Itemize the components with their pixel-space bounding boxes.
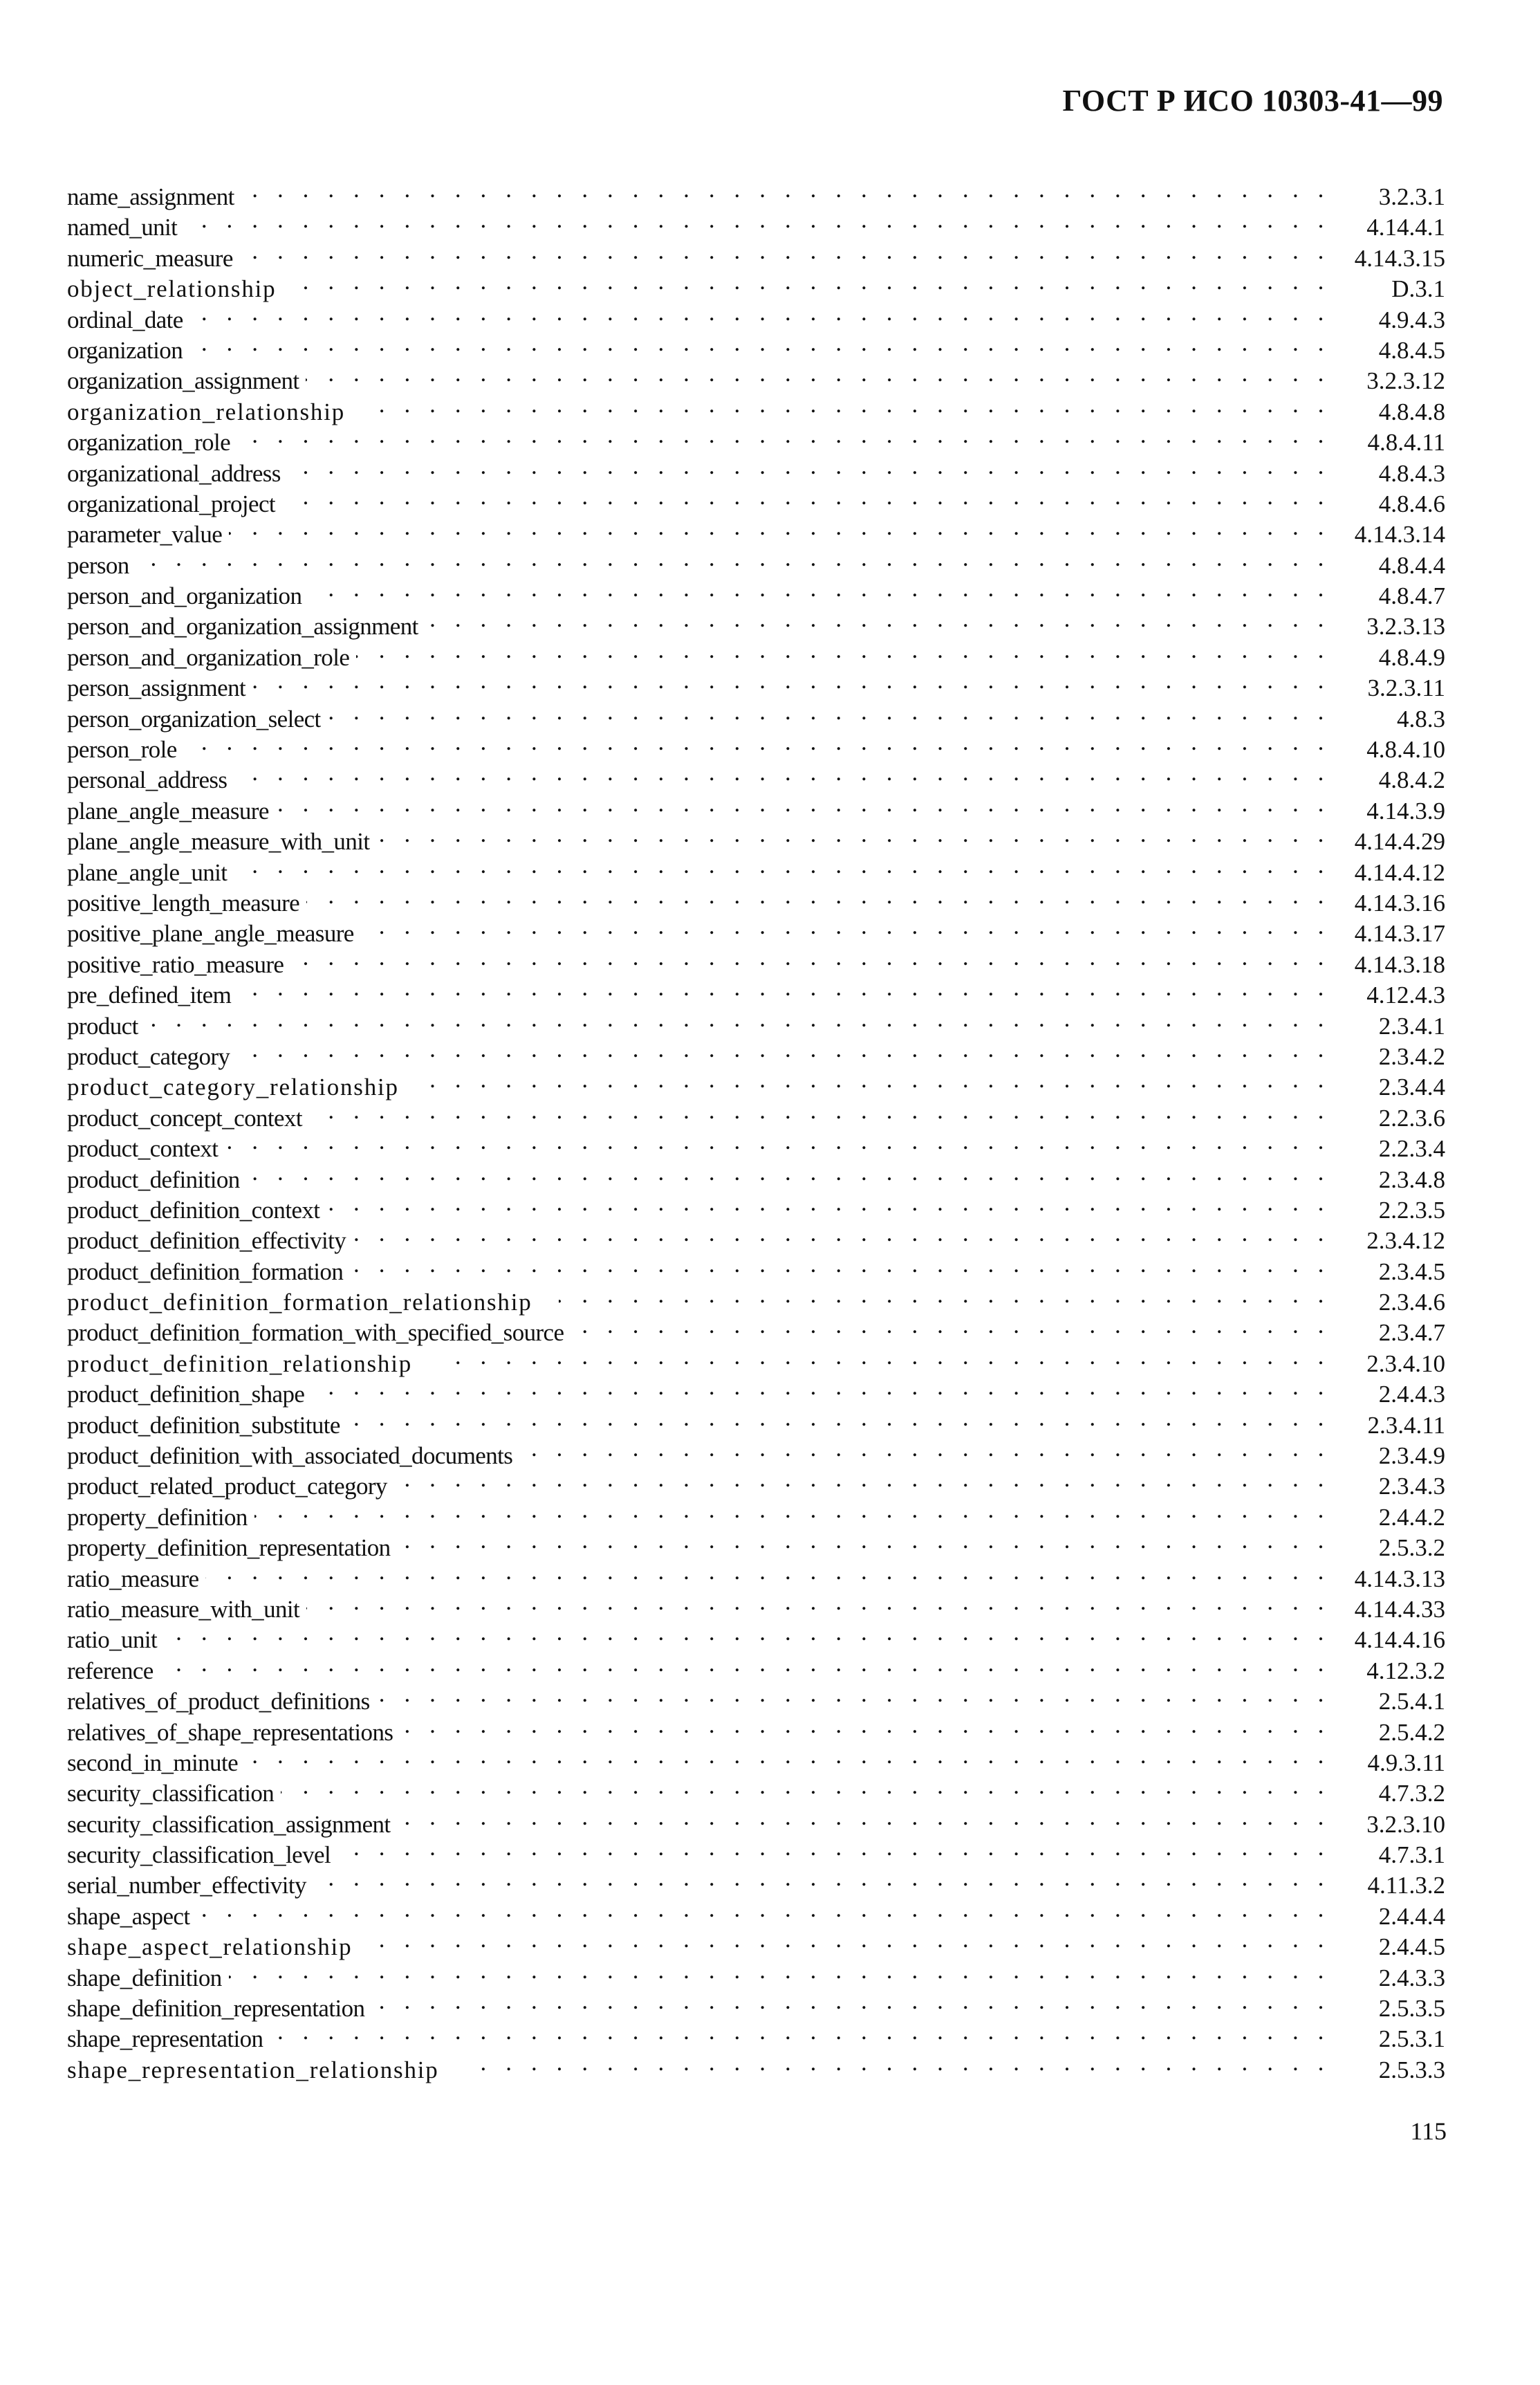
index-entry (67, 1495, 1445, 1531)
section-reference: 2.4.4.3 (1378, 1381, 1445, 1408)
section-reference: 4.8.4.9 (1378, 643, 1445, 671)
section-reference: 2.5.4.2 (1378, 1718, 1445, 1746)
index-entry (67, 451, 1445, 487)
dot-leader (236, 1034, 1330, 1065)
index-entry (67, 1617, 1445, 1654)
dot-leader (270, 2016, 1330, 2047)
section-reference: 2.3.4.1 (1378, 1012, 1445, 1040)
dot-leader (313, 1863, 1330, 1893)
index-term: organization_relationship (67, 398, 346, 425)
dot-leader (398, 1525, 1331, 1556)
section-reference: 4.9.4.3 (1378, 306, 1445, 333)
index-entry (67, 881, 1445, 917)
index-term: ordinal_date (67, 306, 183, 333)
dot-leader (302, 266, 1330, 297)
index-entry (67, 1556, 1445, 1592)
section-reference: 2.5.3.1 (1378, 2025, 1445, 2053)
dot-leader (229, 512, 1330, 542)
index-term: shape_representation (67, 2025, 263, 2053)
document-header: ГОСТ Р ИСО 10303-41—99 (1062, 84, 1443, 118)
index-term: object_relationship (67, 275, 277, 303)
index-entry (67, 697, 1445, 733)
index-term: product_category (67, 1042, 230, 1070)
dot-leader (326, 1188, 1330, 1218)
dot-leader (184, 727, 1330, 757)
index-term: product_definition_relationship (67, 1350, 413, 1377)
dot-leader (245, 1740, 1330, 1771)
index-entry (67, 1679, 1445, 1715)
dot-leader (378, 1924, 1330, 1955)
index-list (67, 174, 1445, 2083)
dot-leader (371, 389, 1330, 420)
section-reference: 2.3.4.6 (1378, 1289, 1445, 1316)
index-entry (67, 1065, 1445, 1101)
dot-leader (241, 174, 1330, 205)
index-term: ratio_measure (67, 1565, 199, 1592)
dot-leader (240, 236, 1330, 266)
dot-leader (377, 1679, 1330, 1709)
section-reference: 3.2.3.13 (1366, 613, 1445, 641)
index-entry (67, 757, 1445, 794)
index-term: plane_angle_unit (67, 858, 228, 886)
dot-leader (306, 881, 1330, 911)
index-entry (67, 1188, 1445, 1224)
dot-leader (145, 1004, 1330, 1034)
dot-leader (356, 635, 1330, 665)
index-term: product_definition_context (67, 1196, 320, 1224)
index-term: relatives_of_shape_representations (67, 1718, 393, 1746)
index-term: person_assignment (67, 674, 246, 702)
index-term: organizational_project (67, 490, 276, 517)
section-reference: 2.3.4.3 (1378, 1473, 1445, 1500)
index-term: second_in_minute (67, 1749, 239, 1776)
index-term: product_definition_with_associated_documents (67, 1442, 513, 1470)
section-reference: 3.2.3.10 (1366, 1810, 1445, 1838)
dot-leader (361, 911, 1330, 941)
dot-leader (281, 1771, 1330, 1801)
index-term: name_assignment (67, 183, 234, 210)
index-entry (67, 789, 1445, 825)
index-term: product_definition (67, 1166, 240, 1193)
dot-leader (184, 205, 1330, 235)
section-reference: 2.3.4.11 (1367, 1411, 1445, 1439)
index-term: parameter_value (67, 521, 223, 549)
index-term: person_organization_select (67, 705, 321, 733)
dot-leader (425, 604, 1330, 634)
section-reference: 2.4.4.2 (1378, 1503, 1445, 1531)
index-term: plane_angle_measure (67, 797, 269, 825)
index-term: shape_aspect_relationship (67, 1933, 353, 1961)
section-reference: 2.4.3.3 (1378, 1964, 1445, 1991)
section-reference: 4.14.3.17 (1354, 920, 1445, 948)
index-term: pre_defined_item (67, 982, 232, 1009)
dot-leader (371, 1986, 1330, 2016)
dot-leader (559, 1280, 1330, 1310)
dot-leader (309, 1096, 1330, 1126)
section-reference: 4.14.4.33 (1354, 1595, 1445, 1623)
index-term: organization_assignment (67, 367, 299, 395)
section-reference: 3.2.3.12 (1366, 367, 1445, 395)
dot-leader (350, 1249, 1330, 1280)
section-reference: 4.8.4.8 (1378, 398, 1445, 425)
index-term: product_definition_formation (67, 1258, 344, 1285)
index-entry (67, 174, 1445, 210)
index-entry (67, 1986, 1445, 2023)
index-term: person_and_organization (67, 582, 302, 610)
index-term: property_definition_representation (67, 1534, 391, 1562)
index-entry (67, 266, 1445, 303)
section-reference: 4.14.4.29 (1354, 828, 1445, 856)
section-reference: 2.3.4.7 (1378, 1319, 1445, 1347)
dot-leader (290, 942, 1330, 973)
section-reference: 4.8.4.7 (1378, 582, 1445, 610)
section-reference: 2.4.4.4 (1378, 1902, 1445, 1930)
index-term: product (67, 1012, 138, 1040)
index-entry (67, 1587, 1445, 1623)
index-entry (67, 236, 1445, 272)
section-reference: 2.3.4.10 (1366, 1350, 1445, 1377)
section-reference: 4.7.3.2 (1378, 1780, 1445, 1807)
dot-leader (306, 358, 1330, 389)
index-term: security_classification_assignment (67, 1810, 391, 1838)
index-term: organizational_address (67, 459, 281, 487)
index-entry (67, 573, 1445, 610)
section-reference: 4.8.4.4 (1378, 551, 1445, 579)
index-term: person (67, 551, 129, 579)
dot-leader (288, 451, 1330, 481)
section-reference: 4.12.3.2 (1366, 1657, 1445, 1684)
index-entry (67, 1157, 1445, 1193)
index-term: product_category_relationship (67, 1074, 399, 1101)
section-reference: 2.5.3.3 (1378, 2056, 1445, 2083)
section-reference: 4.8.4.2 (1378, 766, 1445, 794)
dot-leader (519, 1433, 1330, 1464)
section-reference: 4.14.3.16 (1354, 889, 1445, 917)
index-term: product_definition_formation_with_specified_source (67, 1319, 564, 1347)
dot-leader (308, 573, 1330, 604)
dot-leader (190, 297, 1330, 328)
dot-leader (394, 1464, 1330, 1494)
dot-leader (160, 1648, 1330, 1679)
dot-leader (136, 543, 1330, 573)
index-entry (67, 850, 1445, 886)
dot-leader (196, 1894, 1330, 1924)
dot-leader (398, 1802, 1330, 1832)
section-reference: 4.14.3.14 (1354, 521, 1445, 549)
section-reference: 4.14.3.9 (1366, 797, 1445, 825)
index-term: product_definition_substitute (67, 1411, 340, 1439)
dot-leader (376, 819, 1330, 849)
index-entry (67, 512, 1445, 549)
dot-leader (234, 850, 1330, 881)
dot-leader (353, 1218, 1330, 1249)
dot-leader (229, 1955, 1330, 1986)
index-term: product_concept_context (67, 1104, 302, 1132)
dot-leader (237, 420, 1330, 450)
index-term: reference (67, 1657, 154, 1684)
section-reference: 4.14.3.13 (1354, 1565, 1445, 1592)
dot-leader (164, 1617, 1330, 1648)
index-entry (67, 1740, 1445, 1776)
section-reference: 3.2.3.1 (1378, 183, 1445, 210)
index-entry (67, 819, 1445, 856)
section-reference: 2.4.4.5 (1378, 1933, 1445, 1961)
dot-leader (347, 1403, 1330, 1433)
page-number: 115 (1410, 2117, 1447, 2145)
index-term: shape_aspect (67, 1902, 190, 1930)
dot-leader (337, 1832, 1330, 1863)
section-reference: 2.2.3.6 (1378, 1104, 1445, 1132)
section-reference: 2.3.4.5 (1378, 1258, 1445, 1285)
index-entry (67, 665, 1445, 702)
index-term: security_classification (67, 1780, 275, 1807)
dot-leader (465, 2047, 1330, 2078)
index-term: product_context (67, 1135, 219, 1163)
section-reference: 4.8.3 (1397, 705, 1445, 733)
dot-leader (254, 1495, 1330, 1525)
section-reference: 4.7.3.1 (1378, 1841, 1445, 1869)
section-reference: 4.12.4.3 (1366, 982, 1445, 1009)
section-reference: 4.8.4.10 (1366, 736, 1445, 764)
dot-leader (328, 697, 1330, 727)
index-entry (67, 358, 1445, 395)
index-entry (67, 205, 1445, 241)
dot-leader (282, 481, 1330, 512)
index-term: product_related_product_category (67, 1473, 387, 1500)
index-entry (67, 1004, 1445, 1040)
index-entry (67, 328, 1445, 364)
index-term: product_definition_formation_relationship (67, 1289, 532, 1316)
section-reference: 2.3.4.8 (1378, 1166, 1445, 1193)
section-reference: 2.5.3.5 (1378, 1995, 1445, 2023)
section-reference: 2.3.4.9 (1378, 1442, 1445, 1470)
index-term: positive_plane_angle_measure (67, 920, 354, 948)
index-term: named_unit (67, 214, 178, 241)
section-reference: 2.3.4.12 (1366, 1227, 1445, 1255)
section-reference: D.3.1 (1391, 275, 1445, 303)
dot-leader (225, 1126, 1330, 1157)
index-entry (67, 420, 1445, 457)
index-term: product_definition_effectivity (67, 1227, 346, 1255)
index-entry (67, 1955, 1445, 1991)
index-entry (67, 1924, 1445, 1961)
dot-leader (189, 328, 1330, 358)
dot-leader (306, 1587, 1330, 1617)
index-entry (67, 543, 1445, 579)
section-reference: 4.14.3.15 (1354, 244, 1445, 272)
index-term: plane_angle_measure_with_unit (67, 828, 370, 856)
index-term: ratio_unit (67, 1626, 158, 1654)
index-entry (67, 1034, 1445, 1070)
index-term: product_definition_shape (67, 1381, 305, 1408)
section-reference: 2.3.4.2 (1378, 1042, 1445, 1070)
index-entry (67, 2016, 1445, 2053)
section-reference: 4.8.4.3 (1378, 459, 1445, 487)
index-entry (67, 2047, 1445, 2083)
section-reference: 4.14.4.1 (1366, 214, 1445, 241)
index-entry (67, 973, 1445, 1009)
index-term: person_and_organization_role (67, 643, 350, 671)
section-reference: 2.2.3.4 (1378, 1135, 1445, 1163)
index-term: positive_ratio_measure (67, 950, 284, 978)
index-term: personal_address (67, 766, 228, 794)
section-reference: 3.2.3.11 (1367, 674, 1445, 702)
section-reference: 4.9.3.11 (1367, 1749, 1445, 1776)
section-reference: 4.8.4.11 (1367, 429, 1445, 457)
section-reference: 2.2.3.5 (1378, 1196, 1445, 1224)
section-reference: 2.3.4.4 (1378, 1074, 1445, 1101)
index-term: person_and_organization_assignment (67, 613, 418, 641)
dot-leader (205, 1556, 1330, 1587)
section-reference: 4.14.3.18 (1354, 950, 1445, 978)
index-entry (67, 1525, 1445, 1562)
dot-leader (311, 1372, 1330, 1402)
index-term: shape_definition_representation (67, 1995, 365, 2023)
section-reference: 4.14.4.12 (1354, 858, 1445, 886)
section-reference: 4.11.3.2 (1367, 1872, 1445, 1899)
dot-leader (276, 789, 1330, 819)
index-entry (67, 1894, 1445, 1930)
index-term: organization_role (67, 429, 231, 457)
index-term: organization (67, 336, 183, 364)
index-term: security_classification_level (67, 1841, 331, 1869)
index-term: shape_representation_relationship (67, 2056, 439, 2083)
index-term: property_definition (67, 1503, 248, 1531)
dot-leader (400, 1710, 1330, 1740)
index-entry (67, 1648, 1445, 1684)
section-reference: 4.8.4.5 (1378, 336, 1445, 364)
dot-leader (425, 1065, 1330, 1095)
dot-leader (238, 973, 1330, 1003)
dot-leader (247, 1157, 1330, 1188)
section-reference: 4.8.4.6 (1378, 490, 1445, 517)
index-term: ratio_measure_with_unit (67, 1595, 300, 1623)
section-reference: 4.14.4.16 (1354, 1626, 1445, 1654)
index-entry (67, 727, 1445, 764)
section-reference: 2.5.4.1 (1378, 1688, 1445, 1715)
dot-leader (234, 757, 1330, 788)
dot-leader (570, 1310, 1330, 1341)
index-term: person_role (67, 736, 177, 764)
index-term: positive_length_measure (67, 889, 300, 917)
section-reference: 2.5.3.2 (1378, 1534, 1445, 1562)
index-term: serial_number_effectivity (67, 1872, 306, 1899)
index-term: shape_definition (67, 1964, 222, 1991)
index-entry (67, 1771, 1445, 1807)
dot-leader (438, 1341, 1330, 1372)
index-entry (67, 1126, 1445, 1163)
index-entry (67, 297, 1445, 333)
dot-leader (252, 665, 1330, 696)
index-term: numeric_measure (67, 244, 233, 272)
index-term: relatives_of_product_definitions (67, 1688, 370, 1715)
